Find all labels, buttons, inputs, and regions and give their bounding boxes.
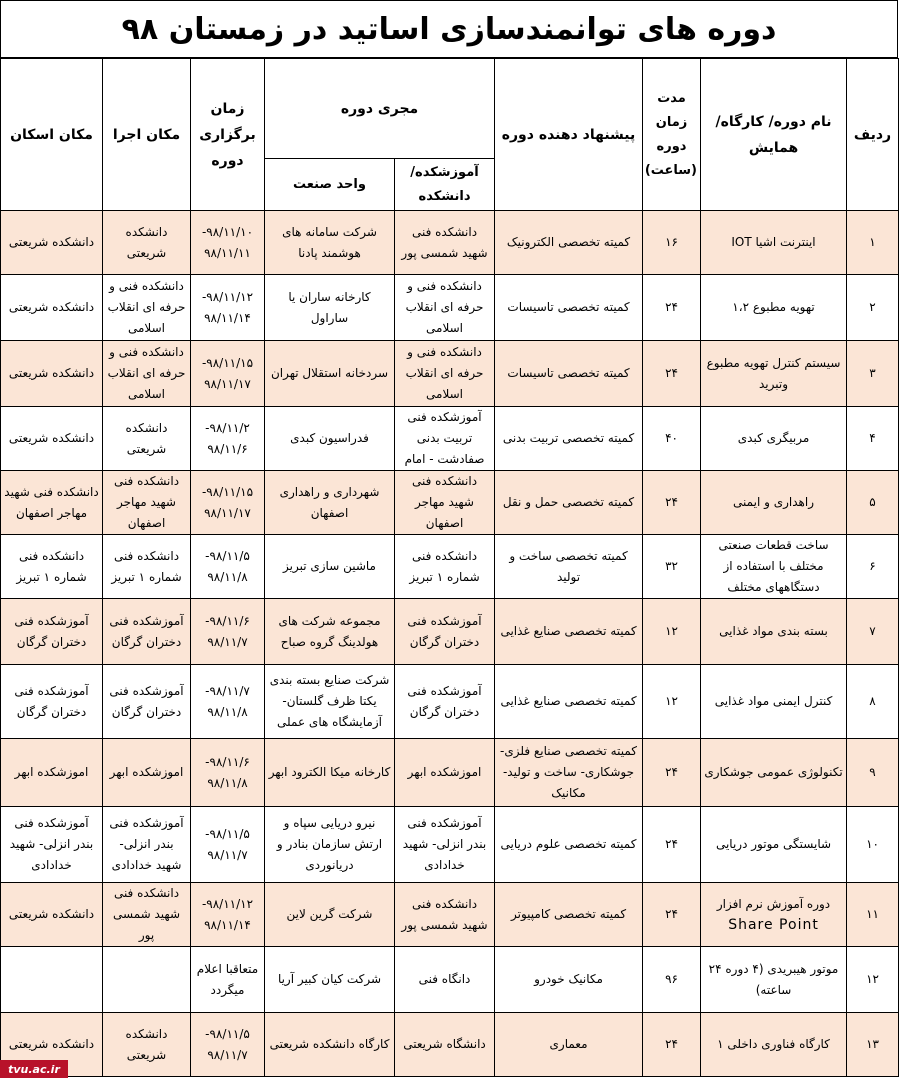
executor-university-text: آموزشکده فنی دختران گرگان: [407, 683, 482, 719]
site-logo: tvu.ac.ir: [0, 1060, 68, 1078]
course-duration-text: ۲۴: [665, 495, 678, 509]
row-number: [847, 883, 899, 947]
course-name: [701, 275, 847, 341]
table-row: [1, 599, 899, 665]
row-number: [847, 599, 899, 665]
course-duration: [643, 947, 701, 1013]
executor-university: [395, 341, 495, 407]
executor-industry: [265, 665, 395, 739]
course-place: [103, 535, 191, 599]
course-place-text: دانشکده فنی شماره ۱ تبریز: [111, 548, 182, 584]
course-lodging-text: اموزشکده ابهر: [14, 765, 89, 779]
executor-university-text: دانشکده فنی و حرفه ای انقلاب اسلامی: [405, 345, 484, 401]
course-name-text: کنترل ایمنی مواد غذایی: [714, 694, 833, 708]
course-name-text: سیستم کنترل تهویه مطبوع وتبرید: [706, 355, 841, 391]
course-place-text: دانشکده فنی شهید شمسی پور: [112, 886, 181, 942]
course-time: [191, 739, 265, 807]
course-lodging-text: دانشکده فنی شهید مهاجر اصفهان: [4, 484, 99, 520]
course-place: [103, 883, 191, 947]
executor-university: [395, 211, 495, 275]
course-duration: [643, 665, 701, 739]
course-place-text: آموزشکده فنی دختران گرگان: [109, 683, 184, 719]
course-place-text: آموزشکده فنی دختران گرگان: [109, 613, 184, 649]
course-place-text: دانشکده شریعتی: [125, 224, 168, 260]
course-lodging: [1, 407, 103, 471]
course-time: [191, 407, 265, 471]
course-lodging: [1, 807, 103, 883]
header-course-name: نام دوره/ کارگاه/همایش: [701, 59, 847, 211]
row-number-text: ۴: [869, 431, 876, 445]
course-time: [191, 883, 265, 947]
course-name-text: بسته بندی مواد غذایی: [719, 624, 828, 638]
executor-university: [395, 947, 495, 1013]
course-time-text: ۹۸/۱۱/۶- ۹۸/۱۱/۸: [205, 754, 250, 790]
course-time: [191, 1013, 265, 1077]
executor-industry: [265, 1013, 395, 1077]
course-time-text: ۹۸/۱۱/۵- ۹۸/۱۱/۷: [205, 826, 250, 862]
course-lodging: [1, 947, 103, 1013]
course-proposer: [495, 739, 643, 807]
course-time-text: ۹۸/۱۱/۱۵- ۹۸/۱۱/۱۷: [201, 355, 254, 391]
course-proposer: [495, 275, 643, 341]
course-duration: [643, 471, 701, 535]
course-lodging-text: دانشکده شریعتی: [8, 300, 95, 314]
table-row: [1, 1013, 899, 1077]
course-name-text: راهداری و ایمنی: [733, 495, 814, 509]
executor-university: [395, 883, 495, 947]
executor-university-text: دانگاه فنی: [418, 972, 471, 986]
executor-industry: [265, 535, 395, 599]
course-time: [191, 947, 265, 1013]
row-number: [847, 471, 899, 535]
course-proposer: [495, 665, 643, 739]
executor-university: [395, 739, 495, 807]
course-proposer: [495, 341, 643, 407]
row-number-text: ۵: [869, 495, 876, 509]
course-place: [103, 599, 191, 665]
course-place: [103, 471, 191, 535]
executor-university-text: دانشکده فنی شماره ۱ تبریز: [409, 548, 480, 584]
header-proposer: پیشنهاد دهنده دوره: [495, 59, 643, 211]
course-name-text: اینترنت اشیا IOT: [731, 235, 816, 249]
course-name: [701, 1013, 847, 1077]
course-duration: [643, 739, 701, 807]
course-place: [103, 665, 191, 739]
table-row: [1, 275, 899, 341]
course-lodging-text: دانشکده شریعتی: [8, 235, 95, 249]
row-number: [847, 807, 899, 883]
course-place: [103, 947, 191, 1013]
table-row: [1, 807, 899, 883]
course-duration-text: ۲۴: [665, 300, 678, 314]
course-time-text: ۹۸/۱۱/۲- ۹۸/۱۱/۶: [205, 420, 250, 456]
executor-industry-text: نیرو دریایی سپاه و ارتش سازمان بنادر و دریانوردی: [276, 816, 383, 872]
course-lodging: [1, 883, 103, 947]
table-row: [1, 665, 899, 739]
course-proposer-text: کمیته تخصصی تربیت بدنی: [502, 431, 635, 445]
course-name: [701, 947, 847, 1013]
executor-university: [395, 665, 495, 739]
table-row: [1, 211, 899, 275]
course-proposer-text: کمیته تخصصی علوم دریایی: [500, 837, 637, 851]
executor-university-text: دانشکده فنی شهید شمسی پور: [401, 224, 488, 260]
course-duration: [643, 275, 701, 341]
course-time-text: متعاقبا اعلام میگردد: [196, 961, 259, 997]
executor-university: [395, 599, 495, 665]
header-executor: مجری دوره: [265, 59, 495, 159]
course-name: [701, 341, 847, 407]
executor-industry: [265, 947, 395, 1013]
course-proposer: [495, 211, 643, 275]
row-number-text: ۲: [869, 300, 876, 314]
course-proposer-text: کمیته تخصصی صنایع غذایی: [500, 624, 637, 638]
course-lodging-text: آموزشکده فنی دختران گرگان: [14, 683, 89, 719]
course-lodging-text: دانشکده شریعتی: [8, 907, 95, 921]
row-number-text: ۱۲: [866, 972, 879, 986]
executor-industry: [265, 807, 395, 883]
course-time: [191, 665, 265, 739]
table-row: [1, 947, 899, 1013]
row-number-text: ۹: [869, 765, 876, 779]
executor-industry: [265, 599, 395, 665]
row-number: [847, 407, 899, 471]
table-body: [1, 211, 899, 1077]
course-proposer-text: کمیته تخصصی تاسیسات: [507, 366, 630, 380]
executor-industry: [265, 471, 395, 535]
executor-university: [395, 407, 495, 471]
course-lodging-text: دانشکده شریعتی: [8, 431, 95, 445]
course-name: [701, 599, 847, 665]
course-duration: [643, 883, 701, 947]
course-time: [191, 275, 265, 341]
course-time: [191, 807, 265, 883]
course-time: [191, 471, 265, 535]
course-place: [103, 807, 191, 883]
course-lodging: [1, 665, 103, 739]
course-proposer-text: معماری: [549, 1037, 588, 1051]
course-time: [191, 211, 265, 275]
course-name-text: شایستگی موتور دریایی: [715, 837, 832, 851]
executor-university-text: اموزشکده ابهر: [407, 765, 482, 779]
course-proposer: [495, 947, 643, 1013]
course-place-text: آموزشکده فنی بندر انزلی- شهید خدادادی: [109, 816, 184, 872]
course-lodging-text: آموزشکده فنی بندر انزلی- شهید خدادادی: [9, 816, 94, 872]
course-proposer-text: کمیته تخصصی صنایع غذایی: [500, 694, 637, 708]
course-proposer: [495, 535, 643, 599]
course-time: [191, 535, 265, 599]
course-lodging-text: آموزشکده فنی دختران گرگان: [14, 613, 89, 649]
executor-industry: [265, 739, 395, 807]
executor-industry-text: کارخانه میکا الکترود ابهر: [268, 765, 391, 779]
course-duration-text: ۲۴: [665, 907, 678, 921]
course-duration: [643, 535, 701, 599]
table-row: [1, 535, 899, 599]
course-proposer: [495, 807, 643, 883]
course-time-text: ۹۸/۱۱/۱۰- ۹۸/۱۱/۱۱: [201, 224, 254, 260]
row-number: [847, 947, 899, 1013]
executor-industry-text: شرکت صنایع بسته بندی یکتا ظرف گلستان- آزمایشگاه های عملی: [269, 673, 390, 729]
course-lodging: [1, 535, 103, 599]
page-title: دوره های توانمندسازی اساتید در زمستان ۹۸: [0, 0, 898, 58]
course-duration: [643, 211, 701, 275]
header-place: مکان اجرا: [103, 59, 191, 211]
executor-industry-text: مجموعه شرکت های هولدینگ گروه صباح: [278, 613, 381, 649]
course-name: [701, 407, 847, 471]
course-duration-text: ۱۶: [665, 235, 678, 249]
course-name: [701, 883, 847, 947]
row-number-text: ۱۳: [866, 1037, 879, 1051]
course-proposer: [495, 883, 643, 947]
executor-university-text: آموزشکده فنی دختران گرگان: [407, 613, 482, 649]
header-radif: ردیف: [847, 59, 899, 211]
course-name: [701, 739, 847, 807]
executor-industry: [265, 275, 395, 341]
header-executor-uni: آموزشکده/ دانشکده: [395, 159, 495, 211]
row-number: [847, 739, 899, 807]
course-lodging: [1, 471, 103, 535]
executor-university-text: آموزشکده فنی بندر انزلی- شهید خدادادی: [402, 816, 487, 872]
course-duration-text: ۲۴: [665, 366, 678, 380]
course-place-text: دانشکده فنی و حرفه ای انقلاب اسلامی: [107, 345, 186, 401]
executor-industry-text: شرکت سامانه های هوشمند پادنا: [282, 224, 377, 260]
executor-university-text: دانشکده فنی شهید شمسی پور: [401, 896, 488, 932]
table-row: [1, 407, 899, 471]
course-proposer-text: کمیته تخصصی الکترونیک: [506, 235, 631, 249]
course-place-text: دانشکده شریعتی: [125, 420, 168, 456]
row-number: [847, 1013, 899, 1077]
course-lodging-text: دانشکده فنی شماره ۱ تبریز: [16, 548, 87, 584]
course-time-text: ۹۸/۱۱/۱۵- ۹۸/۱۱/۱۷: [201, 484, 254, 520]
course-name: [701, 665, 847, 739]
course-place: [103, 211, 191, 275]
course-place-text: دانشکده شریعتی: [125, 1026, 168, 1062]
course-name-text: مربیگری کبدی: [737, 431, 810, 445]
row-number-text: ۸: [869, 694, 876, 708]
row-number: [847, 665, 899, 739]
course-time-text: ۹۸/۱۱/۶- ۹۸/۱۱/۷: [205, 613, 250, 649]
executor-industry-text: ماشین سازی تبریز: [283, 559, 376, 573]
course-place: [103, 739, 191, 807]
table-row: [1, 883, 899, 947]
row-number: [847, 211, 899, 275]
course-proposer: [495, 407, 643, 471]
row-number-text: ۱: [869, 235, 876, 249]
course-duration: [643, 407, 701, 471]
course-name-text: دوره آموزش نرم افزار: [716, 896, 831, 911]
course-lodging: [1, 599, 103, 665]
course-time: [191, 599, 265, 665]
course-name-text: تکنولوژی عمومی جوشکاری: [704, 765, 843, 779]
table-row: [1, 739, 899, 807]
executor-university-text: دانشکده فنی و حرفه ای انقلاب اسلامی: [405, 279, 484, 335]
executor-university: [395, 535, 495, 599]
executor-industry-text: شرکت گرین لاین: [286, 907, 373, 921]
row-number-text: ۳: [869, 366, 876, 380]
executor-university-text: دانشکده فنی شهید مهاجر اصفهان: [411, 474, 478, 530]
executor-university-text: دانشگاه شریعتی: [403, 1037, 486, 1051]
course-proposer-text: مکانیک خودرو: [534, 972, 603, 986]
header-executor-industry: واحد صنعت: [265, 159, 395, 211]
course-proposer: [495, 599, 643, 665]
table-row: [1, 471, 899, 535]
course-duration: [643, 1013, 701, 1077]
course-lodging: [1, 739, 103, 807]
executor-industry: [265, 883, 395, 947]
course-place: [103, 341, 191, 407]
course-proposer-text: کمیته تخصصی تاسیسات: [507, 300, 630, 314]
course-name-text: تهویه مطبوع ۱،۲: [732, 300, 815, 314]
course-name: [701, 807, 847, 883]
course-proposer-text: کمیته تخصصی صنایع فلزی- جوشکاری- ساخت و تولید- مکانیک: [500, 744, 637, 800]
row-number: [847, 341, 899, 407]
course-proposer: [495, 1013, 643, 1077]
executor-industry-text: کارگاه دانشکده شریعتی: [269, 1037, 390, 1051]
executor-industry: [265, 211, 395, 275]
course-duration-text: ۴۰: [665, 431, 678, 445]
executor-industry-text: سردخانه استقلال تهران: [270, 366, 389, 380]
course-proposer-text: کمیته تخصصی کامپیوتر: [510, 907, 627, 921]
executor-university: [395, 807, 495, 883]
course-duration-text: ۹۶: [665, 972, 678, 986]
table-row: [1, 341, 899, 407]
course-time-text: ۹۸/۱۱/۵- ۹۸/۱۱/۸: [205, 548, 250, 584]
executor-industry-text: کارخانه ساران یا ساراول: [288, 289, 371, 325]
course-time: [191, 341, 265, 407]
course-place: [103, 1013, 191, 1077]
course-time-text: ۹۸/۱۱/۱۲- ۹۸/۱۱/۱۴: [201, 289, 254, 325]
course-duration: [643, 599, 701, 665]
course-place: [103, 407, 191, 471]
course-duration-text: ۱۲: [665, 624, 678, 638]
row-number-text: ۶: [869, 559, 876, 573]
executor-industry-text: شهرداری و راهداری اصفهان: [279, 484, 380, 520]
course-time-text: ۹۸/۱۱/۷- ۹۸/۱۱/۸: [205, 683, 250, 719]
executor-university: [395, 275, 495, 341]
header-row: [1, 59, 899, 159]
course-time-text: ۹۸/۱۱/۱۲- ۹۸/۱۱/۱۴: [201, 896, 254, 932]
course-lodging-text: دانشکده شریعتی: [8, 366, 95, 380]
course-duration-text: ۲۴: [665, 1037, 678, 1051]
course-lodging: [1, 275, 103, 341]
executor-university: [395, 1013, 495, 1077]
course-proposer-text: کمیته تخصصی حمل و نقل: [502, 495, 635, 509]
course-name-text: کارگاه فناوری داخلی ۱: [717, 1037, 830, 1051]
course-lodging-text: دانشکده شریعتی: [8, 1037, 95, 1051]
course-name-text: ساخت قطعات صنعتی مختلف با استفاده از دستگاههای مختلف: [718, 538, 829, 594]
header-duration: مدت زمان دوره (ساعت): [643, 59, 701, 211]
course-time-text: ۹۸/۱۱/۵- ۹۸/۱۱/۷: [205, 1026, 250, 1062]
row-number-text: ۱۱: [866, 907, 879, 921]
course-name-english: Share Point: [728, 916, 819, 933]
row-number-text: ۱۰: [866, 837, 879, 851]
header-time: زمان برگزاری دوره: [191, 59, 265, 211]
course-duration-text: ۲۴: [665, 765, 678, 779]
course-place: [103, 275, 191, 341]
executor-industry-text: شرکت کیان کبیر آریا: [277, 972, 382, 986]
header-lodging: مکان اسکان: [1, 59, 103, 211]
course-name-text: موتور هیبریدی (۴ دوره ۲۴ ساعته): [708, 961, 839, 997]
row-number: [847, 535, 899, 599]
course-name: [701, 471, 847, 535]
row-number: [847, 275, 899, 341]
course-place-text: دانشکده فنی شهید مهاجر اصفهان: [113, 474, 180, 530]
executor-university-text: آموزشکده فنی تربیت بدنی صفادشت - امام: [404, 410, 485, 466]
course-duration-text: ۲۴: [665, 837, 678, 851]
course-lodging: [1, 211, 103, 275]
course-duration: [643, 341, 701, 407]
course-duration-text: ۳۲: [665, 559, 678, 573]
course-duration: [643, 807, 701, 883]
course-lodging: [1, 341, 103, 407]
course-proposer: [495, 471, 643, 535]
course-name: [701, 211, 847, 275]
course-duration-text: ۱۲: [665, 694, 678, 708]
courses-table: [0, 58, 899, 1077]
course-name: [701, 535, 847, 599]
course-place-text: دانشکده فنی و حرفه ای انقلاب اسلامی: [107, 279, 186, 335]
executor-industry-text: فدراسیون کبدی: [290, 431, 369, 445]
course-proposer-text: کمیته تخصصی ساخت و تولید: [509, 548, 628, 584]
executor-industry: [265, 341, 395, 407]
row-number-text: ۷: [869, 624, 876, 638]
executor-industry: [265, 407, 395, 471]
executor-university: [395, 471, 495, 535]
course-place-text: اموزشکده ابهر: [109, 765, 184, 779]
